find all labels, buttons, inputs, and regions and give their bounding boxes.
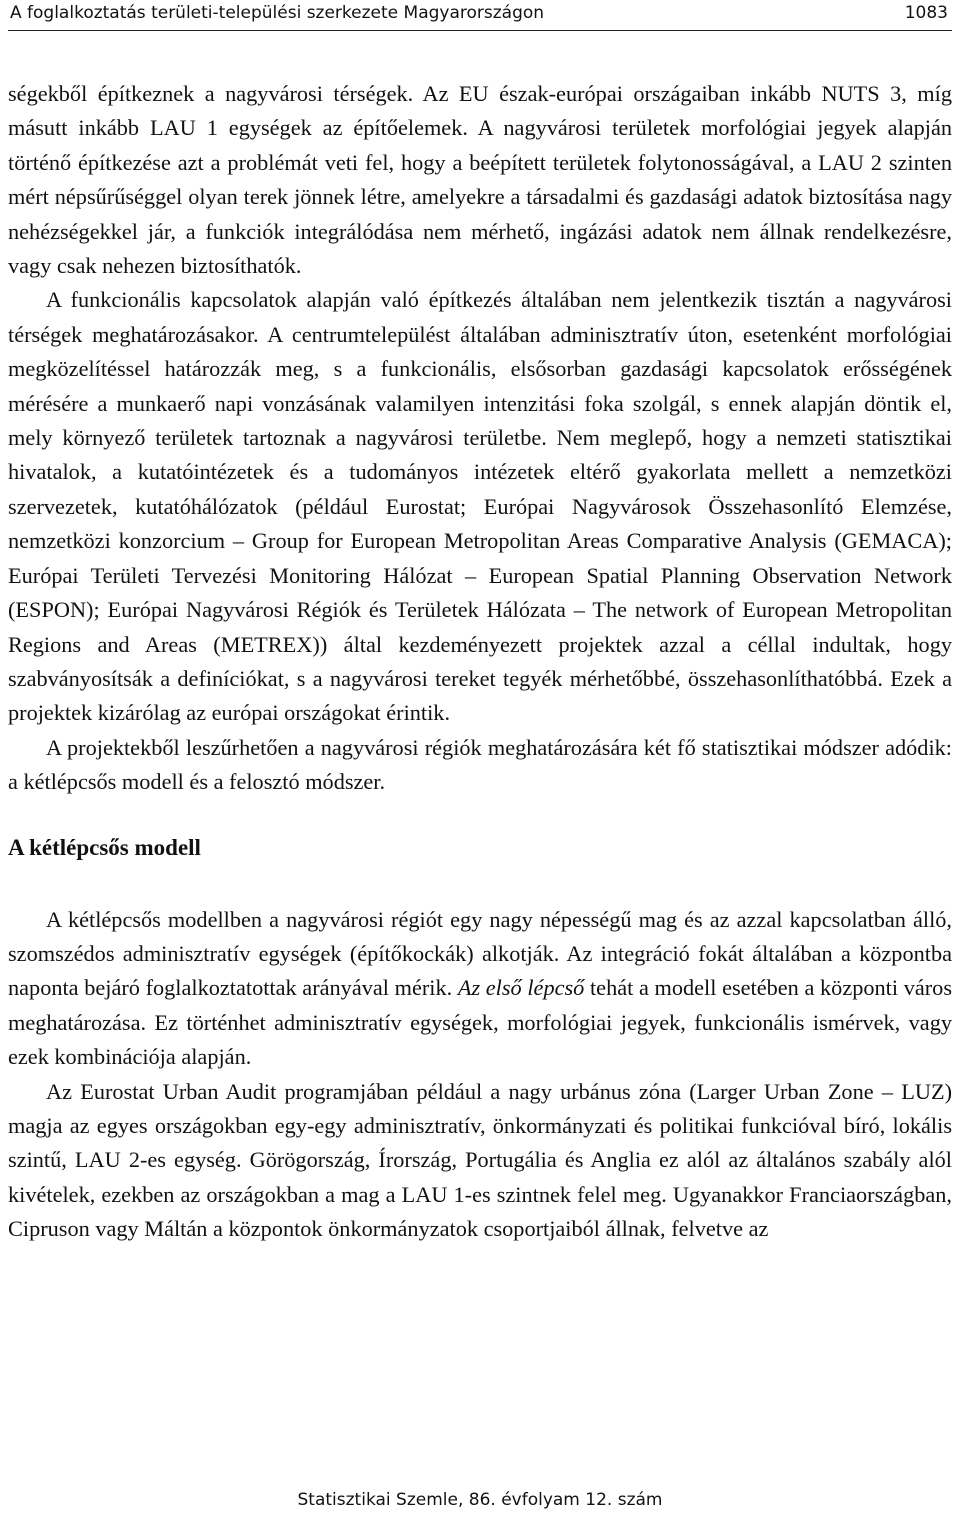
page-footer: Statisztikai Szemle, 86. évfolyam 12. szám xyxy=(297,1490,663,1510)
emphasis-first-step: Az első lépcső xyxy=(457,975,585,1001)
body-text xyxy=(8,77,952,1247)
paragraph-text: A kétlépcsős modellben a nagyvárosi régiót egy nagy népességű mag és az azzal kapcsolatban álló, szomszédos adminisztratív egységek (építőkockák) alkotják. Az integráció fokát általában a központba naponta bejáró foglalkoztatottak arányával mérik. xyxy=(8,906,952,1001)
paragraph-continuation: ségekből építkeznek a nagyvárosi térségek. Az EU észak-európai országaiban inkább NUTS 3, míg másutt inkább LAU 1 egységek az építőelemek. A nagyvárosi területek morfológiai jegyek alapján történő építkezése azt a problémát veti fel, hogy a beépített területek folytonosságával, a LAU 2 szinten mért népsűrűséggel olyan terek jönnek létre, amelyekre a társadalmi és gazdasági adatok biztosítása nagy nehézségekkel jár, a funkciók integrálódása nem mérhető, ingázási adatok nem állnak rendelkezésre, vagy csak nehezen biztosíthatók. xyxy=(8,81,952,279)
paragraph-two-step-model xyxy=(8,903,952,1075)
paragraph-functional-links: A funkcionális kapcsolatok alapján való építkezés általában nem jelentkezik tisztán a nagyvárosi térségek meghatározásakor. A centrumtelepülést általában adminisztratív úton, esetenként morfológiai megközelítéssel határozzák meg, s a funkcionális, elsősorban gazdasági kapcsolatok erősségének mérésére a munkaerő napi vonzásának valamilyen intenzitási foka szolgál, s ennek alapján döntik el, mely környező területek tartoznak a nagyvárosi területbe. Nem meglepő, hogy a nemzeti statisztikai hivatalok, a kutatóintézetek és a tudományos intézetek eltérő gyakorlata mellett a nemzetközi szervezetek, kutatóhálózatok (például Eurostat; Európai Nagyvárosok Összehasonlító Elemzése, nemzetközi konzorcium – Group for European Metropolitan Areas Comparative Analysis (GEMACA); Európai Területi Tervezési Monitoring Hálózat – European Spatial Planning Observation Network (ESPON); Európai Nagyvárosi Régiók és Területek Hálózata – The network of European Metropolitan Regions and Areas (METREX)) által kezdeményezett projektek azzal a céllal indultak, hogy szabványosítsák a definíciókat, s a nagyvárosi tereket tegyék mérhetőbbé, összehasonlíthatóbbá. Ezek a projektek kizárólag az európai országokat érintik. xyxy=(8,287,952,726)
page-number: 1083 xyxy=(904,3,948,23)
running-header xyxy=(8,0,952,31)
paragraph-methods: A projektekből leszűrhetően a nagyvárosi régiók meghatározására két fő statisztikai módszer adódik: a kétlépcsős modell és a felosztó módszer. xyxy=(8,734,952,795)
running-title: A foglalkoztatás területi-települési szerkezete Magyarországon xyxy=(10,3,545,23)
paragraph-urban-audit: Az Eurostat Urban Audit programjában például a nagy urbánus zóna (Larger Urban Zone – LUZ) magja az egyes országokban egy-egy adminisztratív, önkormányzati és politikai funkcióval bíró, lokális szintű, LAU 2-es egység. Görögország, Írország, Portugália és Anglia ez alól az általános szabály alól kivételek, ezekben az országokban a mag a LAU 1-es szintnek felel meg. Ugyanakkor Franciaországban, Cipruson vagy Máltán a központok önkormányzatok csoportjaiból állnak, felvetve az xyxy=(8,1078,952,1242)
paragraph-text: tehát a modell esetében a központi város meghatározása. Ez történhet adminisztratív egységek, morfológiai jegyek, funkcionális ismérvek, vagy ezek kombinációja alapján. xyxy=(8,975,952,1070)
section-heading: A kétlépcsős modell xyxy=(8,834,201,860)
